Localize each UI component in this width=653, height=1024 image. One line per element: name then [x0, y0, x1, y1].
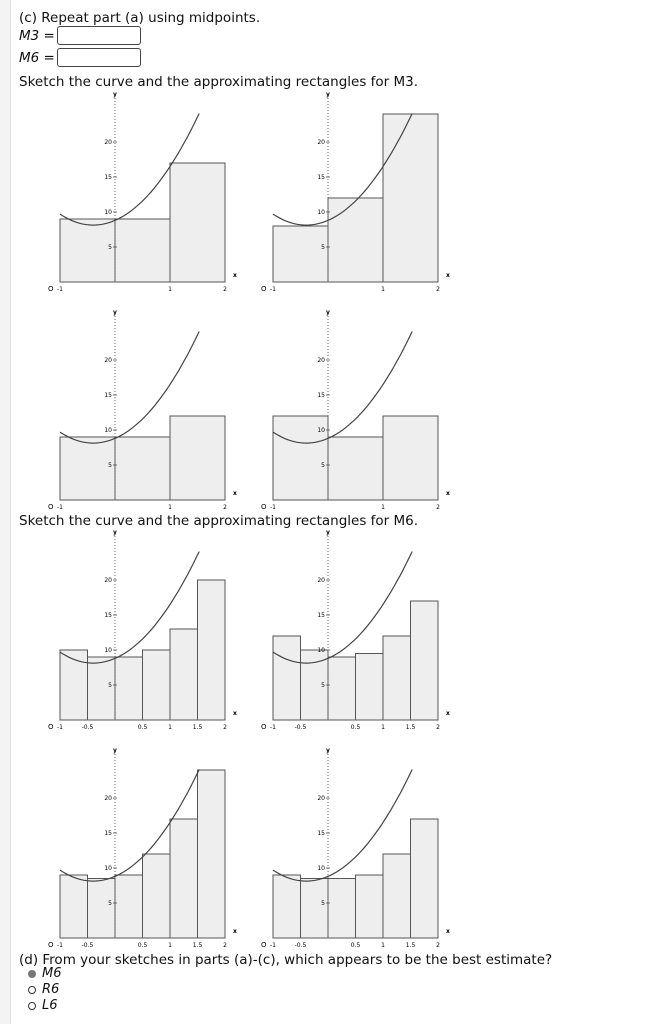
y-tick-label: 20 [104, 577, 112, 584]
y-tick-label: 10 [317, 865, 325, 872]
approx-rectangle [115, 875, 143, 938]
chart-svg [255, 748, 485, 948]
y-tick-label: 10 [317, 209, 325, 216]
origin-label: O [48, 941, 54, 948]
y-tick-label: 20 [317, 357, 325, 364]
y-axis-label: y [326, 530, 330, 536]
y-tick-label: 10 [317, 647, 325, 654]
x-tick-label: 1 [168, 504, 172, 510]
y-axis-label: y [326, 748, 330, 754]
option-m6-label: M6 [42, 966, 62, 981]
option-l6-label: L6 [42, 998, 58, 1013]
x-tick-label: -0.5 [81, 942, 94, 948]
chart-svg [255, 530, 485, 730]
m6-graph-option-2[interactable] [255, 530, 485, 730]
y-tick-label: 20 [317, 577, 325, 584]
x-tick-label: -0.5 [294, 942, 307, 948]
y-axis-label: y [113, 748, 117, 754]
y-tick-label: 5 [108, 682, 112, 689]
x-tick-label: -1 [57, 504, 63, 510]
x-tick-label: 1 [381, 724, 385, 730]
origin-label: O [48, 723, 54, 730]
x-tick-label: 1 [168, 286, 172, 292]
x-tick-label: -1 [57, 942, 63, 948]
y-tick-label: 15 [317, 830, 325, 837]
chart-svg [42, 748, 272, 948]
approx-rectangle [328, 437, 383, 500]
option-r6-label: R6 [42, 982, 60, 997]
y-tick-label: 5 [108, 900, 112, 907]
option-r6[interactable] [28, 982, 59, 997]
approx-rectangle [383, 854, 411, 938]
m6-graph-option-3[interactable] [42, 748, 272, 948]
y-tick-label: 10 [317, 427, 325, 434]
x-tick-label: 2 [223, 504, 227, 510]
approx-rectangle [115, 437, 170, 500]
y-tick-label: 10 [104, 427, 112, 434]
chart-svg [42, 92, 272, 292]
y-tick-label: 5 [108, 244, 112, 251]
approx-rectangle [273, 875, 301, 938]
x-tick-label: 2 [223, 286, 227, 292]
x-tick-label: 1.5 [405, 724, 416, 730]
approx-rectangle [411, 601, 439, 720]
approx-rectangle [143, 650, 171, 720]
x-tick-label: -1 [57, 286, 63, 292]
m3-label: M3 = [19, 27, 55, 44]
approx-rectangle [170, 629, 198, 720]
m3-row [19, 26, 141, 45]
approx-rectangle [170, 819, 198, 938]
x-tick-label: 0.5 [350, 942, 361, 948]
m3-graph-option-3[interactable] [42, 310, 272, 510]
approx-rectangle [356, 875, 384, 938]
approx-rectangle [273, 636, 301, 720]
x-tick-label: 1 [381, 504, 385, 510]
y-axis-label: y [113, 310, 117, 316]
approx-rectangle [301, 879, 329, 939]
y-tick-label: 20 [104, 357, 112, 364]
x-tick-label: 0.5 [137, 724, 148, 730]
x-tick-label: 1 [381, 942, 385, 948]
y-axis-label: y [326, 310, 330, 316]
x-tick-label: 2 [436, 942, 440, 948]
radio-l6[interactable] [28, 1002, 36, 1010]
x-axis-label: x [233, 928, 237, 935]
approx-rectangle [60, 650, 88, 720]
y-tick-label: 20 [104, 795, 112, 802]
chart-svg [42, 310, 272, 510]
x-tick-label: 1.5 [192, 942, 203, 948]
m3-graph-option-4[interactable] [255, 310, 485, 510]
radio-m6[interactable] [28, 970, 36, 978]
y-tick-label: 20 [317, 139, 325, 146]
approx-rectangle [198, 770, 226, 938]
y-tick-label: 5 [321, 244, 325, 251]
approx-rectangle [60, 219, 115, 282]
y-tick-label: 10 [104, 209, 112, 216]
sketch-m6-instruction: Sketch the curve and the approximating rectangles for M6. [19, 513, 419, 529]
x-tick-label: 1 [381, 286, 385, 292]
x-tick-label: 2 [436, 724, 440, 730]
y-tick-label: 15 [104, 830, 112, 837]
y-tick-label: 5 [108, 462, 112, 469]
x-tick-label: -0.5 [294, 724, 307, 730]
origin-label: O [48, 503, 54, 510]
y-tick-label: 20 [104, 139, 112, 146]
m3-graph-option-1[interactable] [42, 92, 272, 292]
approx-rectangle [328, 879, 356, 939]
approx-rectangle [383, 636, 411, 720]
y-tick-label: 5 [321, 682, 325, 689]
x-tick-label: 1 [168, 724, 172, 730]
x-tick-label: 0.5 [137, 942, 148, 948]
y-tick-label: 10 [104, 865, 112, 872]
approx-rectangle [356, 654, 384, 721]
part-d-question: (d) From your sketches in parts (a)-(c), which appears to be the best estimate? [19, 952, 553, 968]
x-axis-label: x [446, 710, 450, 717]
approx-rectangle [115, 657, 143, 720]
x-tick-label: 1.5 [405, 942, 416, 948]
m6-input[interactable] [57, 48, 141, 67]
approx-rectangle [170, 416, 225, 500]
approx-rectangle [411, 819, 439, 938]
y-tick-label: 5 [321, 462, 325, 469]
y-axis-label: y [113, 92, 117, 98]
approx-rectangle [273, 226, 328, 282]
x-axis-label: x [446, 490, 450, 497]
option-l6[interactable] [28, 998, 58, 1013]
y-tick-label: 15 [317, 392, 325, 399]
approx-rectangle [383, 416, 438, 500]
approx-rectangle [143, 854, 171, 938]
y-tick-label: 20 [317, 795, 325, 802]
origin-label: O [261, 941, 267, 948]
x-tick-label: 1.5 [192, 724, 203, 730]
left-gutter [0, 0, 11, 1024]
y-tick-label: 10 [104, 647, 112, 654]
y-tick-label: 15 [104, 612, 112, 619]
x-tick-label: 0.5 [350, 724, 361, 730]
origin-label: O [261, 723, 267, 730]
x-tick-label: 2 [436, 286, 440, 292]
y-axis-label: y [326, 92, 330, 98]
origin-label: O [48, 285, 54, 292]
y-tick-label: 15 [317, 174, 325, 181]
chart-svg [255, 310, 485, 510]
x-tick-label: -1 [270, 504, 276, 510]
x-tick-label: -0.5 [81, 724, 94, 730]
m6-graph-option-1[interactable] [42, 530, 272, 730]
approx-rectangle [60, 437, 115, 500]
approx-rectangle [328, 198, 383, 282]
x-tick-label: 2 [436, 504, 440, 510]
m6-label: M6 = [19, 49, 55, 66]
part-c-header: (c) Repeat part (a) using midpoints. [19, 10, 261, 26]
option-m6[interactable] [28, 966, 62, 981]
x-tick-label: -1 [57, 724, 63, 730]
m6-row [19, 48, 141, 67]
m3-graph-option-2[interactable] [255, 92, 485, 292]
y-axis-label: y [113, 530, 117, 536]
m3-input[interactable] [57, 26, 141, 45]
approx-rectangle [115, 219, 170, 282]
x-axis-label: x [446, 272, 450, 279]
approx-rectangle [383, 114, 438, 282]
x-axis-label: x [446, 928, 450, 935]
y-tick-label: 15 [104, 392, 112, 399]
approx-rectangle [198, 580, 226, 720]
x-tick-label: -1 [270, 942, 276, 948]
x-tick-label: 2 [223, 724, 227, 730]
approx-rectangle [88, 879, 116, 939]
x-axis-label: x [233, 710, 237, 717]
approx-rectangle [60, 875, 88, 938]
origin-label: O [261, 285, 267, 292]
sketch-m3-instruction: Sketch the curve and the approximating rectangles for M3. [19, 74, 419, 90]
chart-svg [42, 530, 272, 730]
x-tick-label: 1 [168, 942, 172, 948]
y-tick-label: 15 [317, 612, 325, 619]
x-axis-label: x [233, 272, 237, 279]
origin-label: O [261, 503, 267, 510]
y-tick-label: 15 [104, 174, 112, 181]
m6-graph-option-4[interactable] [255, 748, 485, 948]
x-tick-label: -1 [270, 286, 276, 292]
y-tick-label: 5 [321, 900, 325, 907]
approx-rectangle [170, 163, 225, 282]
radio-r6[interactable] [28, 986, 36, 994]
x-tick-label: -1 [270, 724, 276, 730]
x-tick-label: 2 [223, 942, 227, 948]
approx-rectangle [328, 657, 356, 720]
chart-svg [255, 92, 485, 292]
x-axis-label: x [233, 490, 237, 497]
